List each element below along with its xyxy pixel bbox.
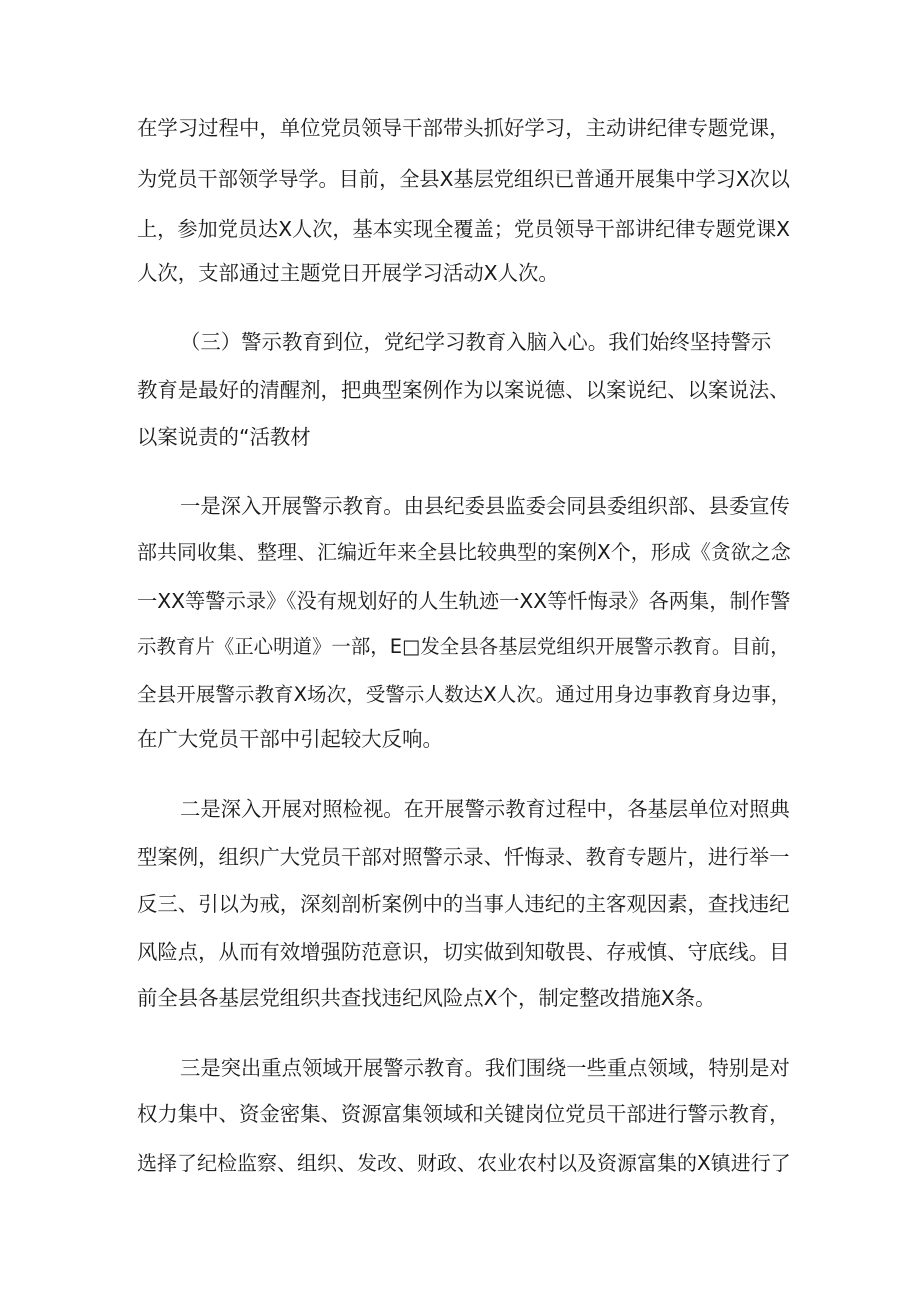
text-line: 在广大党员干部中引起较大反响。 (137, 727, 443, 751)
text-line: 型案例，组织广大党员干部对照警示录、忏悔录、教育专题片，进行举一 (137, 845, 790, 869)
text-line: 一是深入开展警示教育。由县纪委县监委会同县委组织部、县委宣传 (180, 494, 790, 518)
text-line: 上，参加党员达X人次，基本实现全覆盖；党员领导干部讲纪律专题党课X (137, 217, 790, 241)
text-line: 三是突出重点领域开展警示教育。我们围绕一些重点领域，特别是对 (180, 1056, 790, 1080)
text-line: 全县开展警示教育X场次，受警示人数达X人次。通过用身边事教育身边事， (137, 683, 791, 706)
text-line: 反三、引以为戒，深刻剖析案例中的当事人违纪的主客观因素，查找违纪 (137, 892, 790, 916)
text-line: 以案说责的“活教材 (137, 425, 311, 449)
text-line: 人次，支部通过主题党日开展学习活动X人次。 (137, 261, 559, 285)
text-line: 二是深入开展对照检视。在开展警示教育过程中，各基层单位对照典 (180, 797, 790, 821)
text-line: 为党员干部领学导学。目前，全县X基层党组织已普通开展集中学习X次以 (137, 167, 790, 191)
text-line: 选择了纪检监察、组织、发改、财政、农业农村以及资源富集的X镇进行了 (137, 1151, 791, 1175)
text-line: 风险点，从而有效增强防范意识，切实做到知敬畏、存戒慎、守底线。目 (137, 940, 790, 964)
text-line: 权力集中、资金密集、资源富集领域和关键岗位党员干部进行警示教育， (137, 1102, 790, 1126)
text-line: （三）警示教育到位，党纪学习教育入脑入心。我们始终坚持警示 (180, 330, 772, 354)
text-line: 一XX等警示录》《没有规划好的人生轨迹一XX等忏悔录》各两集，制作警 (137, 589, 791, 613)
text-line: 教育是最好的清醒剂，把典型案例作为以案说德、以案说纪、以案说法、 (137, 378, 790, 402)
text-line: 前全县各基层党组织共查找违纪风险点X个，制定整改措施X条。 (137, 986, 716, 1010)
text-line: 在学习过程中，单位党员领导干部带头抓好学习，主动讲纪律专题党课， (137, 116, 790, 140)
text-line: 部共同收集、整理、汇编近年来全县比较典型的案例X个，形成《贪欲之念 (137, 540, 791, 564)
text-line: 示教育片《正心明道》一部，E□发全县各基层党组织开展警示教育。目前， (137, 635, 790, 658)
